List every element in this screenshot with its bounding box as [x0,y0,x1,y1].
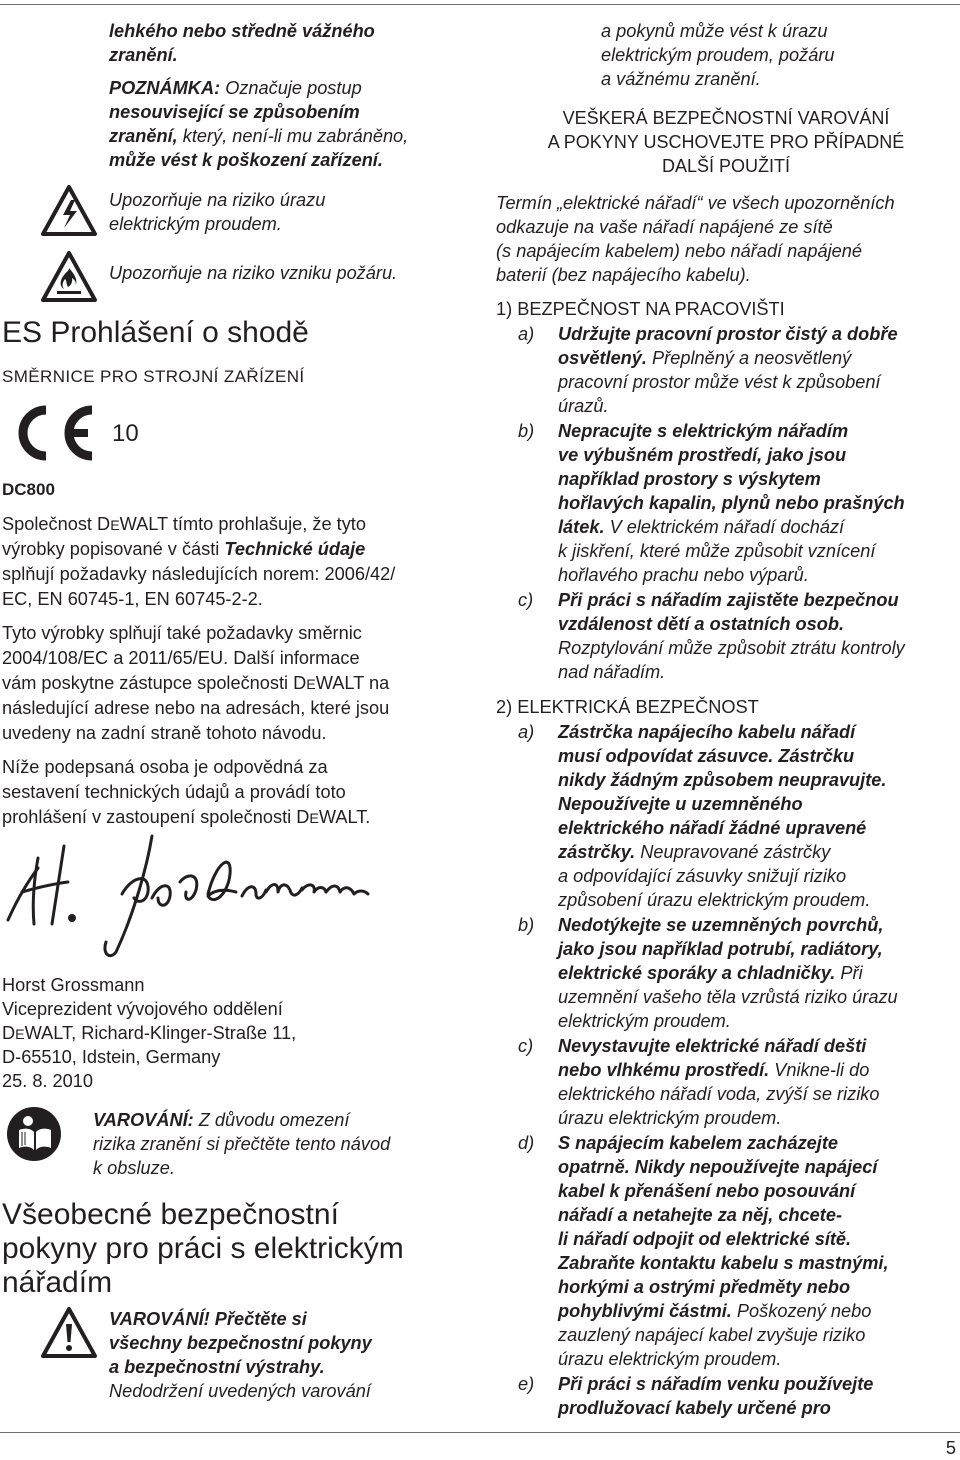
safety-item-text: elektrického nářadí voda, zvýší se riziko [558,1084,880,1104]
safety-item-text: musí odpovídat zásuvce. Zástrčku [558,746,855,766]
safety-item-text: Zabraňte kontaktu kabelu s mastnými, [558,1253,889,1273]
note-line: může vést k poškození zařízení. [109,150,383,170]
safety-item-text: pracovní prostor může vést k způsobení [558,372,881,392]
signatory-name: Horst Grossmann [2,975,145,995]
declaration-text: sestavení technických údajů a provádí toto [2,782,346,802]
keep-instructions-heading: VEŠKERÁ BEZPEČNOSTNÍ VAROVÁNÍ [562,108,890,128]
note-line: zranění, který, není-li mu zabráněno, [109,126,409,146]
safety-item-text: Udržujte pracovní prostor čistý a dobře [558,324,898,344]
safety-item-text: nad nářadím. [558,662,666,682]
keep-instructions-heading: DALŠÍ POUŽITÍ [661,156,791,176]
term-definition: (s napájecím kabelem) nebo nářadí napájené [496,241,863,261]
read-manual-icon [6,1106,62,1162]
declaration-text: Společnost DEWALT tímto prohlašuje, že tyto [2,514,366,534]
es-declaration-title: ES Prohlášení o shodě [2,316,309,349]
safety-item-text: nebo vlhkému prostředí. Vnikne-li do [558,1060,870,1080]
top-rule [0,4,960,5]
safety-item-text: nářadí a netahejte za něj, chcete- [558,1205,843,1225]
notified-body-number: 10 [112,420,139,447]
declaration-text: EC, EN 60745-1, EN 60745-2-2. [2,589,263,609]
safety-item-text: Rozptylování může způsobit ztrátu kontroly [558,638,905,658]
safety-item-text: li nářadí odpojit od elektrické sítě. [558,1229,852,1249]
item-letter: b) [518,421,535,441]
declaration-text: následující adrese nebo na adresách, které jsou [2,698,390,718]
item-letter: c) [518,590,534,610]
safety-item-text: zauzlený napájecí kabel zvyšuje riziko [558,1325,866,1345]
model-number: DC800 [2,480,55,499]
safety-item-text: nikdy žádným způsobem neupravujte. [558,770,887,790]
safety-item-text: úrazu elektrickým proudem. [558,1108,782,1128]
safety-item-text: ve výbušném prostředí, jako jsou [558,445,847,465]
page-number: 5 [945,1438,956,1458]
safety-item-text: prodlužovací kabely určené pro [558,1398,831,1418]
item-letter: d) [518,1133,535,1153]
intro-line: lehkého nebo středně vážného [109,21,375,41]
safety-item-text: horkými a ostrými předměty nebo [558,1277,851,1297]
note-label: POZNÁMKA: [109,78,221,98]
safety-item-text: elektrického nářadí žádné upravené [558,818,867,838]
shock-text: Upozorňuje na riziko úrazu [109,190,326,210]
note-line: nesouvisející se způsobením [109,102,360,122]
declaration-text: vám poskytne zástupce společnosti DEWALT na [2,673,390,693]
warning-label: VAROVÁNÍ! [109,1309,210,1329]
warning-label: VAROVÁNÍ: [93,1110,194,1130]
signature-date: 25. 8. 2010 [2,1071,94,1091]
general-safety-title: nářadím [2,1266,113,1299]
ce-mark-icon [6,402,98,464]
directive-subtitle: SMĚRNICE PRO STROJNÍ ZAŘÍZENÍ [2,367,305,386]
signatory-role: Viceprezident vývojového oddělení [2,999,283,1019]
safety-item-text: zástrčky. Neupravované zástrčky [558,842,831,862]
general-warning-text: a bezpečnostní výstrahy. [109,1357,325,1377]
keep-instructions-heading: A POKYNY USCHOVEJTE PRO PŘÍPADNÉ [547,132,905,152]
declaration-text: uvedeny na zadní straně tohoto návodu. [2,723,327,743]
intro-line: zranění. [109,45,178,65]
safety-item-text: elektrické sporáky a chladničky. Při [558,963,863,983]
item-letter: a) [518,324,535,344]
safety-item-text: osvětlený. Přeplněný a neosvětlený [558,348,852,368]
manual-warning-text: VAROVÁNÍ: Z důvodu omezení [93,1110,350,1130]
safety-item-text: opatrně. Nikdy nepoužívejte napájecí [558,1157,878,1177]
safety-item-text: elektrickým proudem. [558,1011,731,1031]
safety-item-text: kabel k přenášení nebo posouvání [558,1181,856,1201]
shock-text: elektrickým proudem. [109,214,282,234]
safety-item-text: Nedotýkejte se uzemněných povrchů, [558,915,884,935]
manual-warning-text: k obsluze. [93,1158,175,1178]
safety-item-text: Nevystavujte elektrické nářadí dešti [558,1036,867,1056]
safety-item-text: způsobení úrazu elektrickým proudem. [558,890,871,910]
safety-item-text: pohyblivými částmi. Poškozený nebo [558,1301,872,1321]
exclamation-warning-icon [40,1306,98,1360]
declaration-text: prohlášení v zastoupení společnosti DEWALT. [2,807,371,827]
safety-item-text: Při práci s nářadím venku používejte [558,1374,874,1394]
term-definition: baterií (bez napájecího kabelu). [496,265,751,285]
fire-text: Upozorňuje na riziko vzniku požáru. [109,263,398,283]
declaration-text: splňují požadavky následujících norem: 2006/42/ [2,564,396,584]
safety-item-text: k jiskření, které může způsobit vznícení [558,541,876,561]
fire-warning-icon [40,250,98,304]
safety-item-text: hořlavých kapalin, plynů nebo prašných [558,493,905,513]
electric-shock-warning-icon [40,184,98,238]
declaration-text: Níže podepsaná osoba je odpovědná za [2,757,328,777]
safety-item-text: Zástrčka napájecího kabelu nářadí [558,722,856,742]
term-definition: Termín „elektrické nářadí“ ve všech upozorněních [496,193,895,213]
safety-item-text: Nepoužívejte u uzemněného [558,794,803,814]
declaration-text: výrobky popisované v části Technické údaje [2,539,366,559]
section-heading-electrical: 2) ELEKTRICKÁ BEZPEČNOST [496,697,759,717]
item-letter: a) [518,722,535,742]
continued-warning: elektrickým proudem, požáru [601,45,835,65]
safety-item-text: Nepracujte s elektrickým nářadím [558,421,849,441]
manual-warning-text: rizika zranění si přečtěte tento návod [93,1134,391,1154]
signature-image [2,832,372,962]
safety-item-text: jako jsou například potrubí, radiátory, [558,939,883,959]
continued-warning: a pokynů může vést k úrazu [601,21,828,41]
safety-item-text: hořlavého prachu nebo výparů. [558,565,809,585]
safety-item-text: úrazu elektrickým proudem. [558,1349,782,1369]
term-definition: odkazuje na vaše nářadí napájené ze sítě [496,217,833,237]
general-warning-text: všechny bezpečnostní pokyny [109,1333,372,1353]
item-letter: b) [518,915,535,935]
declaration-text: Tyto výrobky splňují také požadavky směrnic [2,623,362,643]
bottom-rule [0,1432,960,1433]
general-warning-text: Nedodržení uvedených varování [109,1381,371,1401]
declaration-text: 2004/108/EC a 2011/65/EU. Další informace [2,648,360,668]
item-letter: e) [518,1374,535,1394]
signatory-city: D-65510, Idstein, Germany [2,1047,221,1067]
safety-item-text: například prostory s výskytem [558,469,821,489]
safety-item-text: vzdálenost dětí a ostatních osob. [558,614,844,634]
continued-warning: a vážnému zranění. [601,69,761,89]
signatory-address: DEWALT, Richard-Klinger-Straße 11, [2,1023,297,1043]
safety-item-text: úrazů. [558,396,609,416]
general-safety-title: Všeobecné bezpečnostní [2,1198,339,1231]
general-warning-text: VAROVÁNÍ! Přečtěte si [109,1309,307,1329]
safety-item-text: a odpovídající zásuvky snižují riziko [558,866,847,886]
general-safety-title: pokyny pro práci s elektrickým [2,1232,404,1265]
safety-item-text: látek. V elektrickém nářadí dochází [558,517,845,537]
safety-item-text: uzemnění vašeho těla vzrůstá riziko úrazu [558,987,898,1007]
item-letter: c) [518,1036,534,1056]
safety-item-text: S napájecím kabelem zacházejte [558,1133,839,1153]
note-line: POZNÁMKA: Označuje postup [109,78,362,98]
safety-item-text: Při práci s nářadím zajistěte bezpečnou [558,590,899,610]
section-heading-work-area: 1) BEZPEČNOST NA PRACOVIŠTI [496,299,785,319]
